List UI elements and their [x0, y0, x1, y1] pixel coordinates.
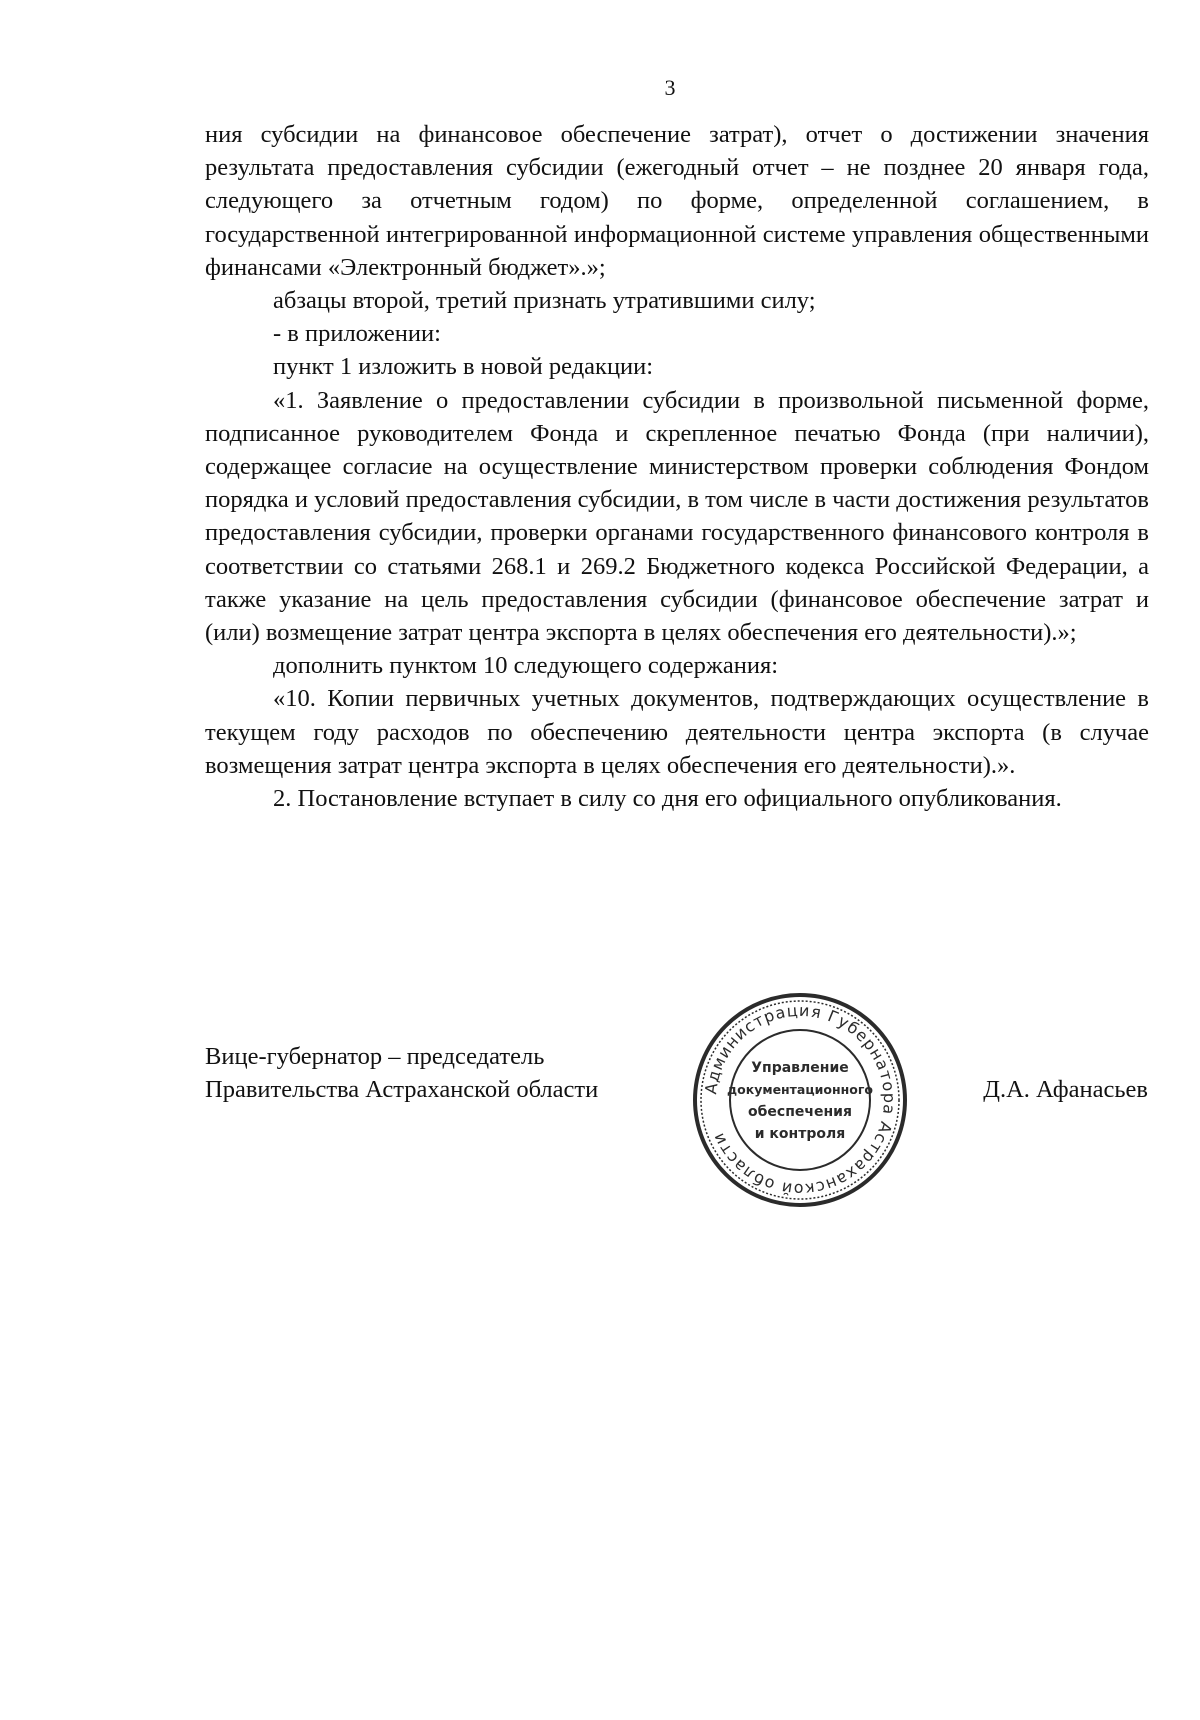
seal-inner-ring — [730, 1030, 870, 1170]
signatory-position — [205, 1040, 598, 1106]
paragraph-prilozhenie: - в приложении: — [273, 320, 441, 348]
seal-ring-text: Администрация Губернатора Астраханской области — [701, 1000, 900, 1200]
paragraph-continuation: ния субсидии на финансовое обеспечение затрат), отчет о достижении значения результата предоставления субсидии (ежегодный отчет – не позднее 20 января года, следующего за отчетным годом) по форме, определенной соглашением, в государственной интегрированной информационной системе управления общественными финансами «Электронный бюджет».»; — [205, 121, 1149, 281]
seal-center-line-4: и контроля — [754, 1126, 846, 1142]
official-seal — [690, 990, 910, 1210]
paragraph-kopii: «10. Копии первичных учетных документов, подтверждающих осуществление в текущем году расходов по обеспечению деятельности центра экспорта (в случае возмещения затрат центра экспорта в целях обеспечения его деятельности).». — [205, 685, 1149, 779]
paragraph-abzatsy: абзацы второй, третий признать утратившими силу; — [273, 287, 816, 315]
seal-graphic — [690, 990, 910, 1210]
paragraph-punkt-1: пункт 1 изложить в новой редакции: — [273, 353, 654, 381]
seal-outer-ring — [695, 995, 905, 1205]
document-body — [205, 118, 1149, 815]
seal-center-line-1: Управление — [751, 1060, 849, 1076]
seal-center-line-2: документационного — [727, 1082, 873, 1097]
page-number: 3 — [664, 75, 676, 100]
paragraph-postanovlenie: 2. Постановление вступает в силу со дня его официального опубликования. — [273, 785, 1062, 813]
paragraph-zayavlenie: «1. Заявление о предоставлении субсидии в произвольной письменной форме, подписанное руководителем Фонда и скрепленное печатью Фонда (при наличии), содержащее согласие на осуществление министерством проверки соблюдения Фондом порядка и условий предоставления субсидии, в том числе в части достижения результатов предоставления субсидии, проверки органами государственного финансового контроля в соответствии со статьями 268.1 и 269.2 Бюджетного кодекса Российской Федерации, а также указание на цель предоставления субсидии (финансовое обеспечение затрат и (или) возмещение затрат центра экспорта в целях обеспечения его деятельности).»; — [205, 386, 1149, 647]
signatory-name: Д.А. Афанасьев — [983, 1076, 1148, 1103]
paragraph-dopolnit: дополнить пунктом 10 следующего содержания: — [273, 652, 779, 680]
signatory-position-line-2: Правительства Астраханской области — [205, 1076, 599, 1104]
signatory-position-line-1: Вице-губернатор – председатель — [205, 1043, 545, 1070]
seal-center-line-3: обеспечения — [748, 1104, 852, 1120]
